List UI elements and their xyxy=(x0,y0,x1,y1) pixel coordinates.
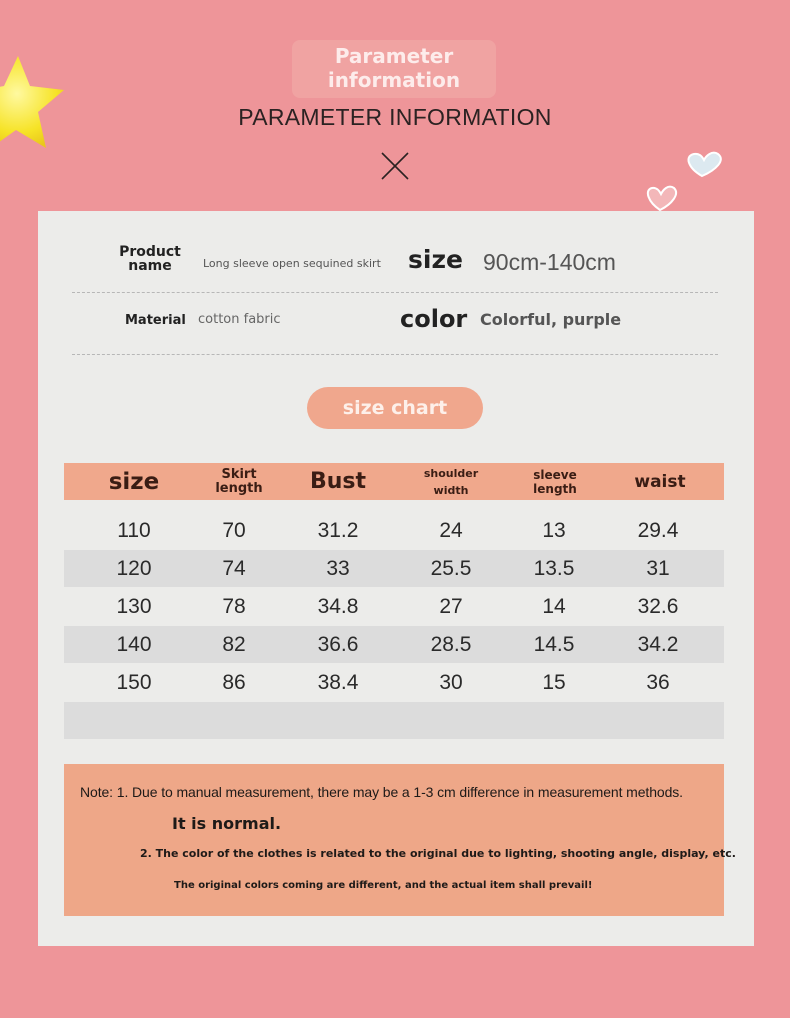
page-title-line1: Parameter xyxy=(334,44,454,68)
column-header-label: width xyxy=(433,483,469,497)
size-value: 90cm-140cm xyxy=(483,249,616,275)
column-header-label: shoulder xyxy=(423,466,479,480)
page-subtitle: PARAMETER INFORMATION xyxy=(238,104,552,130)
column-header-label: waist xyxy=(634,471,686,492)
table-cell: 130 xyxy=(116,595,152,618)
table-row xyxy=(64,626,724,663)
product-name-label-line2: name xyxy=(128,258,172,274)
table-cell: 110 xyxy=(117,519,151,542)
parameter-card xyxy=(38,211,754,946)
table-cell: 150 xyxy=(116,671,152,694)
column-header-shoulder-width xyxy=(396,463,506,500)
divider xyxy=(72,292,718,293)
column-header-label: sleeve xyxy=(533,467,577,482)
note-line: The original colors coming are different, and the actual item shall prevail! xyxy=(174,880,593,891)
column-header-label: length xyxy=(215,480,263,496)
table-cell: 13 xyxy=(542,519,566,542)
column-header-label: length xyxy=(533,481,577,496)
table-cell: 70 xyxy=(222,519,246,542)
divider xyxy=(72,354,718,355)
table-cell: 86 xyxy=(222,671,246,694)
table-cell: 24 xyxy=(439,519,463,542)
table-cell: 14 xyxy=(542,595,566,618)
table-cell: 140 xyxy=(116,633,152,656)
table-cell: 29.4 xyxy=(637,519,679,542)
table-row xyxy=(64,512,724,549)
color-value: Colorful, purple xyxy=(480,310,622,329)
column-header-label: Skirt xyxy=(221,466,257,482)
table-cell: 14.5 xyxy=(533,633,575,656)
table-row xyxy=(64,664,724,701)
size-chart-button[interactable]: size chart xyxy=(307,387,483,429)
table-cell: 25.5 xyxy=(430,557,472,580)
table-cell: 15 xyxy=(542,671,566,694)
material-label: Material xyxy=(125,313,186,328)
column-header-skirt-length xyxy=(174,463,304,500)
note-box xyxy=(64,764,736,916)
note-line: 2. The color of the clothes is related to the original due to lighting, shooting angle, display, etc. xyxy=(140,847,736,860)
column-header-waist xyxy=(610,463,710,500)
product-name-label-line1: Product xyxy=(119,244,181,260)
table-cell: 82 xyxy=(222,633,246,656)
size-label: size xyxy=(408,245,463,274)
heart-icon xyxy=(640,146,730,216)
table-cell: 36 xyxy=(646,671,670,694)
table-cell: 36.6 xyxy=(317,633,359,656)
table-row xyxy=(64,588,724,625)
page-title xyxy=(292,40,496,98)
column-header-label: size xyxy=(108,468,160,495)
table-cell: 31 xyxy=(646,557,670,580)
product-name-label xyxy=(112,245,188,273)
table-row xyxy=(64,550,724,587)
table-cell: 34.2 xyxy=(637,633,679,656)
page-title-line2: information xyxy=(327,68,461,92)
table-cell: 30 xyxy=(439,671,463,694)
table-cell: 32.6 xyxy=(637,595,679,618)
table-row-empty xyxy=(64,702,724,739)
column-header-sleeve-length xyxy=(510,463,600,500)
table-cell: 13.5 xyxy=(533,557,575,580)
table-cell: 38.4 xyxy=(317,671,359,694)
table-cell: 33 xyxy=(326,557,350,580)
color-label: color xyxy=(400,305,468,333)
table-cell: 34.8 xyxy=(317,595,359,618)
table-cell: 74 xyxy=(222,557,246,580)
table-cell: 28.5 xyxy=(430,633,472,656)
column-header-bust xyxy=(288,463,388,500)
note-line: Note: 1. Due to manual measurement, there may be a 1-3 cm difference in measurement methods. xyxy=(80,784,683,800)
material-value: cotton fabric xyxy=(198,312,281,327)
table-cell: 120 xyxy=(116,557,152,580)
table-cell: 78 xyxy=(222,595,246,618)
column-header-label: Bust xyxy=(309,469,367,494)
product-name-value: Long sleeve open sequined skirt xyxy=(203,257,381,270)
size-table-header xyxy=(64,463,724,500)
close-icon xyxy=(380,151,410,181)
note-line: It is normal. xyxy=(172,814,282,833)
table-cell: 31.2 xyxy=(317,519,359,542)
table-cell: 27 xyxy=(439,595,463,618)
